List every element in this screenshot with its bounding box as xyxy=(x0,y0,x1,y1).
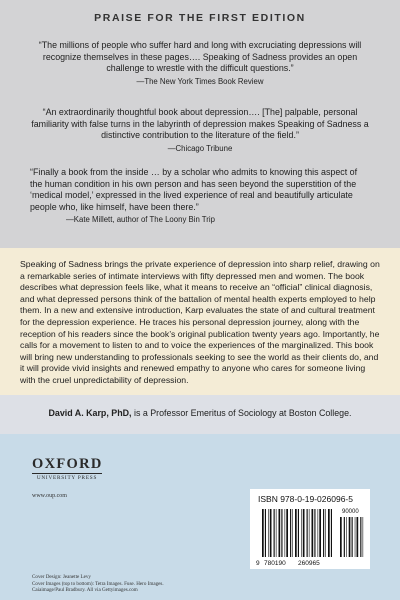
quote-text: “An extraordinarily thoughtful book about depression…. [The] palpable, personal familiarity with false turns in the labyrinth of depression makes Speaking of Sadness a distinctive contribution to the literature of the field.” xyxy=(31,107,369,141)
barcode-digits-right: 260965 xyxy=(298,560,320,567)
cover-credits xyxy=(32,574,232,594)
publisher-section xyxy=(0,434,400,600)
praise-section xyxy=(0,0,400,248)
quote-attribution: —Chicago Tribune xyxy=(167,143,233,153)
price-addon-bars-icon xyxy=(340,517,363,557)
isbn-barcode-box xyxy=(250,489,370,569)
book-description: Speaking of Sadness brings the private experience of depression into sharp relief, drawing on a remarkable series of intimate interviews with fifty depressed men and women. The book describes what depression feels like, what it means to receive an “official” clinical diagnosis, and what depressed persons think of the battalion of mental health experts employed to help them. In a new and extensive introduction, Karp evaluates the state of and cultural treatment for the depression experience. He traces his personal depression journey, along with the reception of his readers since the book’s original publication twenty years ago. Importantly, he calls for a movement to listen to and to voice the experiences of the marginalized. This book will bring new understanding to professionals seeking to see the world as their clients do, and it will provide vivid insights and renewed empathy to anyone who cares for someone living with the cruel unpredictability of depression. xyxy=(20,259,380,385)
praise-quote-2 xyxy=(30,107,370,154)
author-bio-text: is a Professor Emeritus of Sociology at Boston College. xyxy=(131,408,352,418)
author-name: David A. Karp, PhD, xyxy=(48,408,132,418)
quote-attribution: —The New York Times Book Review xyxy=(136,76,264,86)
praise-quote-1 xyxy=(30,40,370,87)
barcode-digits-left: 780190 xyxy=(264,560,286,567)
quote-text: “Finally a book from the inside … by a scholar who admits to knowing this aspect of the human condition in his own person and has seen beyond the superstition of the ‘medical model,’ expressed in the lived experience of real and beautifully articulate people who, like himself, have been there.” xyxy=(30,167,358,212)
praise-heading: PRAISE FOR THE FIRST EDITION xyxy=(94,12,306,24)
credit-images-line-2: Caiaimage/Paul Bradbury. All via Gettyimages.com xyxy=(32,587,138,593)
author-bio xyxy=(0,408,400,418)
barcode-graphic xyxy=(250,489,370,569)
credit-design: Cover Design: Jeanette Levy xyxy=(32,574,91,580)
oxford-logo xyxy=(32,456,102,481)
barcode-bars-icon xyxy=(262,509,332,557)
praise-quote-3 xyxy=(30,167,370,226)
barcode-digit-first: 9 xyxy=(256,560,260,567)
publisher-url: www.oup.com xyxy=(32,493,67,499)
logo-subtitle: UNIVERSITY PRESS xyxy=(32,473,102,481)
isbn-label: ISBN 978-0-19-026096-5 xyxy=(258,494,353,504)
logo-word: OXFORD xyxy=(32,456,103,472)
credit-images-line-1: Cover Images (top to bottom): Tetra Images. Fuse. Hero Images. xyxy=(32,580,164,587)
description-section xyxy=(0,248,400,395)
author-section xyxy=(0,395,400,434)
quote-text: “The millions of people who suffer hard and long with excruciating depressions will recognize themselves in these pages…. Speaking of Sadness provides an open challenge to wrestle with the difficult questions.” xyxy=(38,40,362,74)
quote-attribution: —Kate Millett, author of The Loony Bin Trip xyxy=(66,215,215,225)
price-code: 90000 xyxy=(342,509,359,515)
